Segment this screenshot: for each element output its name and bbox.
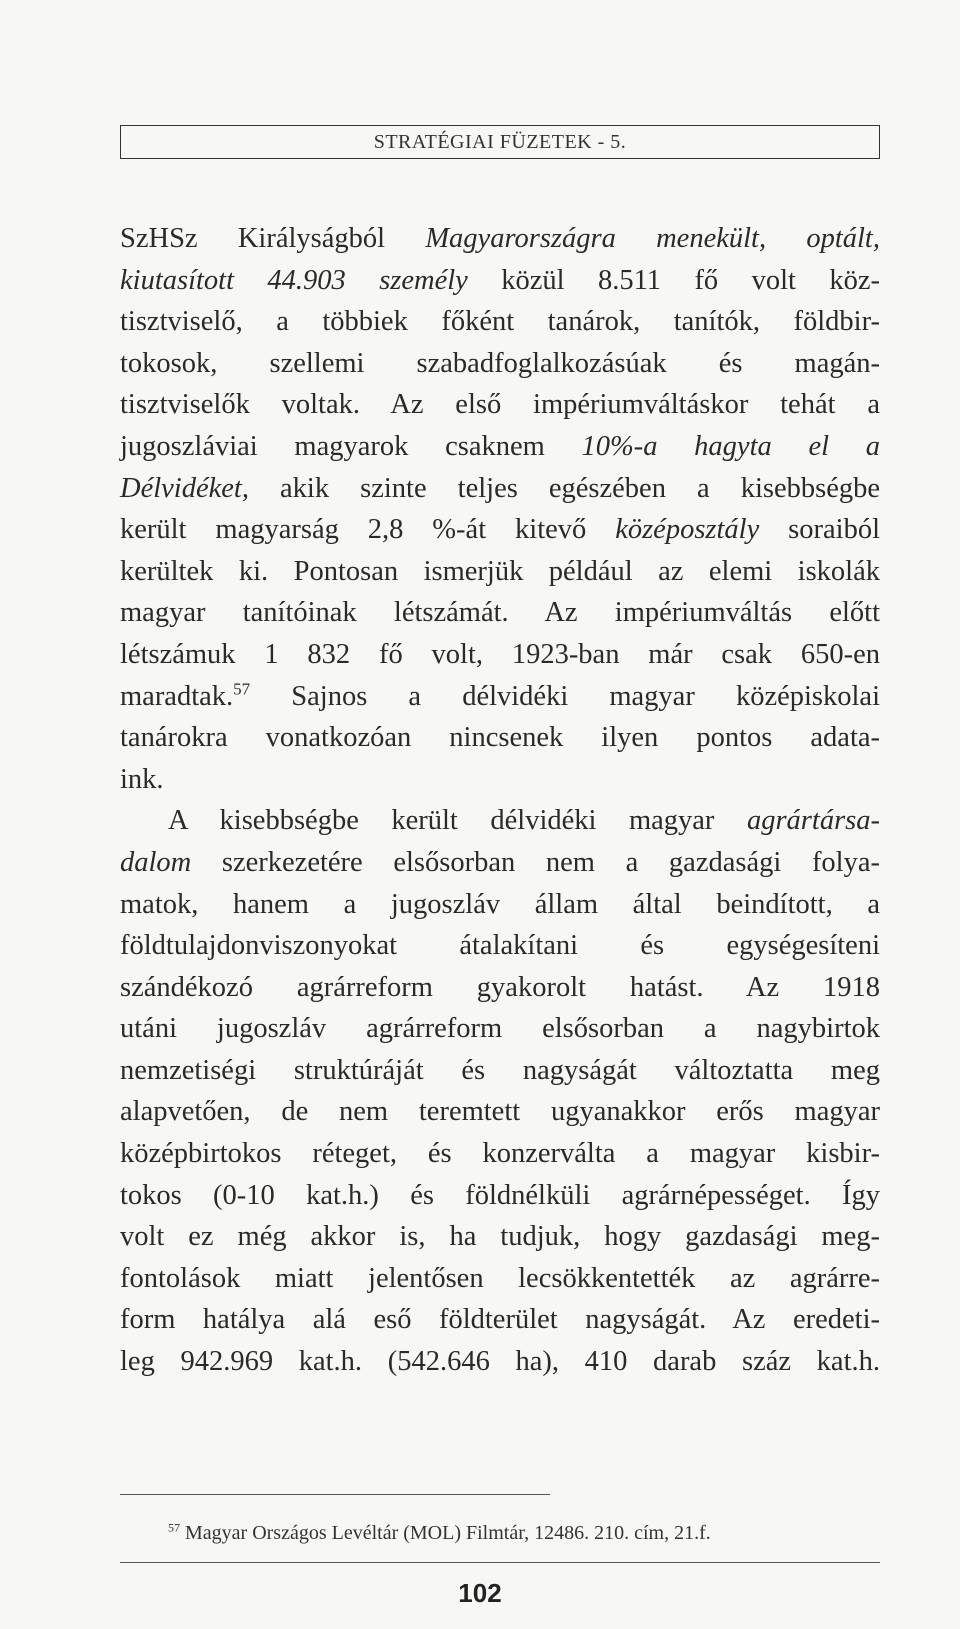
page-number: 102 bbox=[458, 1578, 502, 1608]
text-line: tanárokra vonatkozóan nincsenek ilyen pontos adata- bbox=[120, 722, 880, 754]
text-line: tisztviselők voltak. Az első impériumváltáskor tehát a bbox=[120, 389, 880, 421]
text-line: maradtak.$^{57}$ Sajnos a délvidéki magyar középiskolai bbox=[120, 679, 880, 712]
text-line: középbirtokos réteget, és konzerválta a magyar kisbir- bbox=[120, 1138, 880, 1170]
running-header-title: STRATÉGIAI FÜZETEK - 5. bbox=[373, 130, 627, 153]
text-line: tokosok, szellemi szabadfoglalkozásúak és magán- bbox=[120, 347, 880, 379]
text-line: ink. bbox=[120, 763, 164, 795]
footnote-number: 57 bbox=[168, 1520, 180, 1535]
text-line: létszámuk 1 832 fő volt, 1923-ban már csak 650-en bbox=[120, 638, 880, 670]
text-line: nemzetiségi struktúráját és nagyságát változtatta meg bbox=[120, 1054, 880, 1086]
page-divider bbox=[120, 1562, 880, 1563]
text-line: szándékozó agrárreform gyakorolt hatást. Az 1918 bbox=[120, 971, 880, 1003]
text-line: tisztviselő, a többiek főként tanárok, tanítók, földbir- bbox=[120, 306, 880, 338]
text-line: magyar tanítóinak létszámát. Az impériumváltás előtt bbox=[120, 597, 880, 629]
running-header bbox=[120, 125, 880, 159]
text-line: utáni jugoszláv agrárreform elsősorban a nagybirtok bbox=[120, 1013, 880, 1045]
footnote-divider bbox=[120, 1494, 550, 1495]
text-line: jugoszláviai magyarok csaknem 10%-a hagyta el a bbox=[120, 430, 880, 462]
text-line: alapvetően, de nem teremtett ugyanakkor erős magyar bbox=[120, 1096, 880, 1128]
text-line: földtulajdonviszonyokat átalakítani és egységesíteni bbox=[120, 930, 880, 962]
text-line: SzHSz Királyságból Magyarországra menekült, optált, bbox=[120, 223, 880, 254]
text-line: dalom szerkezetére elsősorban nem a gazdasági folya- bbox=[120, 846, 880, 878]
footnote-ref: 57 bbox=[233, 679, 251, 699]
paragraph-2 bbox=[120, 800, 880, 1382]
footnote bbox=[168, 1522, 711, 1545]
text-line: tokos (0-10 kat.h.) és földnélküli agrárnépességet. Így bbox=[120, 1179, 880, 1211]
text-line: leg 942.969 kat.h. (542.646 ha), 410 darab száz kat.h. bbox=[120, 1346, 880, 1378]
footnote-text: Magyar Országos Levéltár (MOL) Filmtár, 12486. 210. cím, 21.f. bbox=[180, 1522, 711, 1544]
text-line: Délvidéket, akik szinte teljes egészében a kisebbségbe bbox=[120, 472, 880, 504]
text-line: volt ez még akkor is, ha tudjuk, hogy gazdasági meg- bbox=[120, 1221, 880, 1253]
paragraph-1 bbox=[120, 218, 880, 800]
text-line: A kisebbségbe került délvidéki magyar agrártársa- bbox=[168, 805, 880, 837]
text-line: került magyarság 2,8 %-át kitevő középosztály soraiból bbox=[120, 514, 880, 546]
text-line: kerültek ki. Pontosan ismerjük például az elemi iskolák bbox=[120, 555, 880, 587]
text-line: fontolások miatt jelentősen lecsökkentették az agrárre- bbox=[120, 1262, 880, 1294]
text-line: matok, hanem a jugoszláv állam által beindított, a bbox=[120, 888, 880, 920]
body-text bbox=[120, 218, 880, 1383]
text-line: kiutasított 44.903 személy közül 8.511 fő volt köz- bbox=[120, 264, 880, 296]
text-line: form hatálya alá eső földterület nagyságát. Az eredeti- bbox=[120, 1304, 880, 1336]
